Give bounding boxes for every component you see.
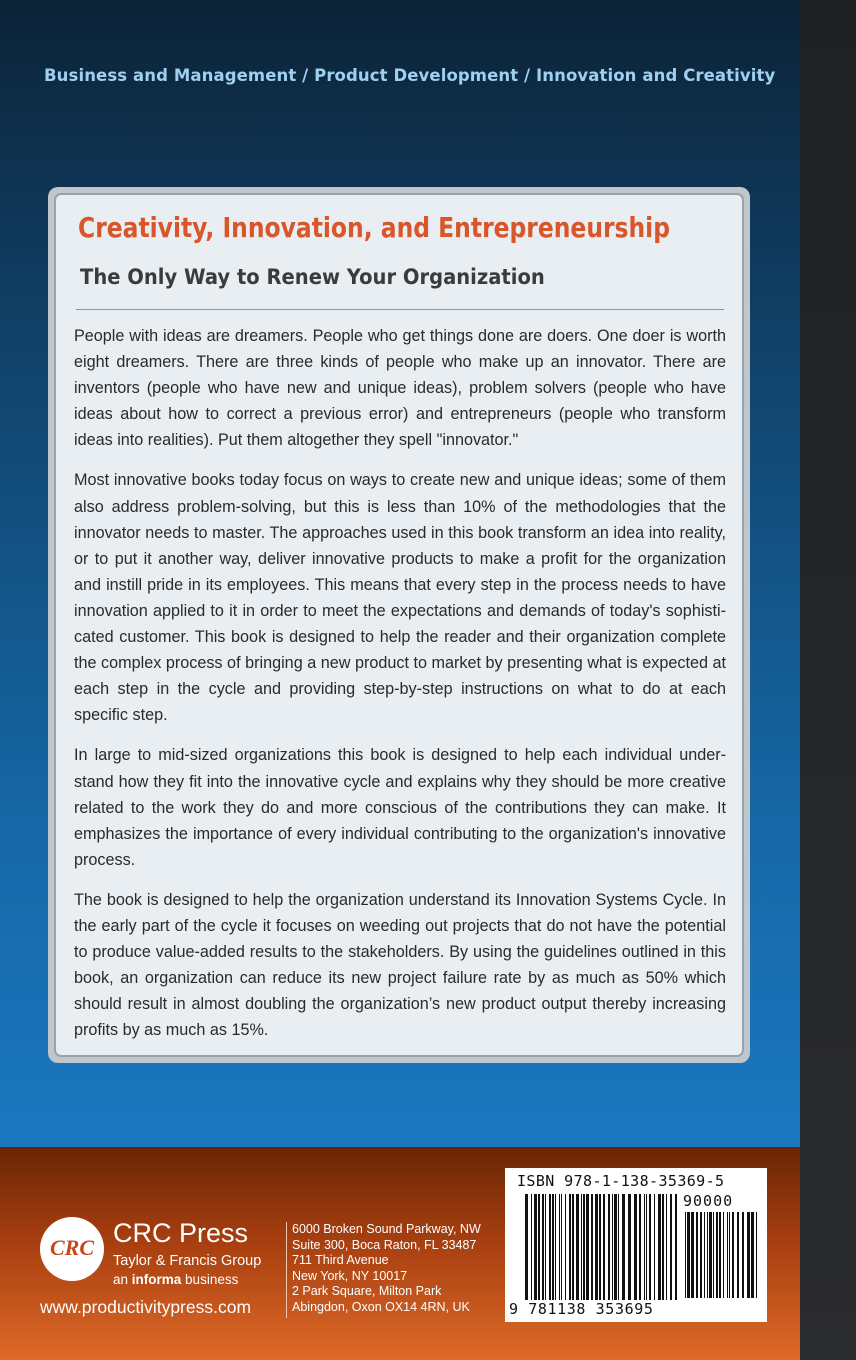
price-code: 90000 (683, 1192, 734, 1210)
description-paragraph: In large to mid-sized organizations this book is designed to help each individual understand how they fit into the innovative cycle and explains why they should be more creative related to the work they do and more conscious of the contributions they can make. It emphasizes the importance of every individual contributing to the organization's innovative process. (74, 746, 726, 869)
address-line: New York, NY 10017 (292, 1268, 408, 1283)
subject-category-line: Business and Management / Product Development / Innovation and Creativity (44, 66, 776, 85)
book-title: Creativity, Innovation, and Entrepreneurship (78, 211, 670, 244)
description-panel (48, 187, 750, 1063)
title-divider (76, 309, 724, 310)
address-line: 2 Park Square, Milton Park (292, 1284, 442, 1298)
ean-barcode-bars (525, 1194, 681, 1300)
isbn-barcode (505, 1168, 767, 1322)
address-divider (286, 1222, 287, 1318)
crc-logo-text: CRC (49, 1235, 95, 1260)
publisher-tagline (113, 1272, 238, 1287)
description-body (74, 323, 726, 1057)
address-line: 711 Third Avenue (292, 1253, 389, 1267)
description-paragraph: Most innovative books today focus on ways to create new and unique ideas; some of them also address problem-solving, but this is less than 10% of the methodologies that the innovator needs to master. The approaches used in this book transform an idea into reality, or to put it another way, deliver innovative products to make a profit for the organization and instill pride in its employees. This means that every step in the process needs to have innovation applied to it in order to meet the expectations and demands of today's sophisticated customer. This book is designed to help the reader and their organization complete the complex process of bringing a new product to market by presenting what is expected at each step in the cycle and providing step-by-step instructions on what to do at each specific step. (74, 471, 726, 725)
address-line: Suite 300, Boca Raton, FL 33487 (292, 1237, 477, 1252)
tagline-suffix: business (181, 1272, 239, 1287)
book-subtitle: The Only Way to Renew Your Organization (80, 265, 545, 289)
tagline-prefix: an (113, 1272, 132, 1287)
crc-logo (40, 1217, 104, 1281)
description-paragraph: The book is designed to help the organization understand its Innovation Systems Cycle. In the early part of the cycle it focuses on weeding out projects that do not have the potential to produce value-added results to the stakeholders. By using the guidelines outlined in this book, an organization can reduce its new project failure rate by as much as 50% which should result in almost doubling the organization’s new product output thereby increasing profits by as much as 15%. (74, 890, 726, 1040)
addon-barcode-bars (685, 1212, 759, 1298)
isbn-number: ISBN 978-1-138-35369-5 (517, 1172, 725, 1190)
publisher-addresses (292, 1222, 481, 1315)
description-panel-inner (54, 193, 744, 1057)
publisher-website: www.productivitypress.com (40, 1297, 252, 1317)
publisher-group: Taylor & Francis Group (113, 1253, 262, 1269)
description-paragraph: People with ideas are dreamers. People who get things done are doers. One doer is worth eight dreamers. There are three kinds of people who make up an innovator. There are inventors (people who have new and unique ideas), problem solvers (people who have ideas about how to correct a previous error) and entrepreneurs (people who transform ideas into realities). Put them altogether they spell "innovator." (74, 327, 726, 450)
publisher-name: CRC Press (113, 1218, 249, 1248)
address-line: 6000 Broken Sound Parkway, NW (292, 1222, 481, 1236)
address-line: Abingdon, Oxon OX14 4RN, UK (292, 1299, 470, 1314)
book-spine-edge (800, 0, 856, 1360)
tagline-bold: informa (131, 1272, 182, 1287)
ean-digits: 9 781138 353695 (509, 1300, 654, 1318)
